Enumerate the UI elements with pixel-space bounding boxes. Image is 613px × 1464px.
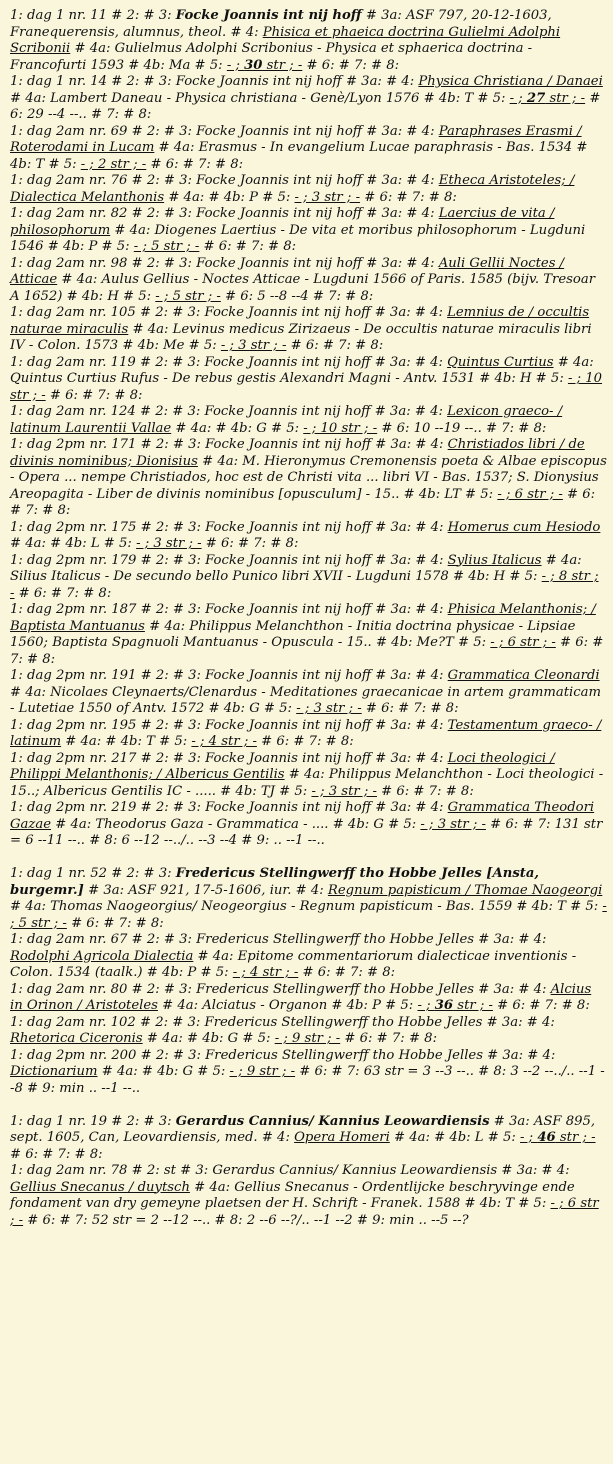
record-text: 1: dag 2am nr. 69 # 2: # 3: Focke Joannis int nij hoff # 3a: # 4: [10, 123, 439, 139]
record-text: # 4a: # 4b: L # 5: [10, 536, 137, 551]
record-entry [10, 437, 607, 520]
record-text: # 6: # 7: # 8: [492, 998, 590, 1013]
record-text: 1: dag 2am nr. 76 # 2: # 3: Focke Joannis int nij hoff # 3a: # 4: [10, 173, 439, 188]
title-text: Lexicon graeco- / latinum Laurentii Vallae [10, 404, 563, 436]
record-text: # 3a: ASF 797, 20-12-1603, Franequerensis, alumnus, theol. # 4: [10, 8, 552, 40]
title-text: - ; [520, 1130, 538, 1145]
title-text: Alcius in Orinon / Aristoteles [10, 981, 592, 1013]
title-text: Phisica Melanthonis; / Baptista Mantuanus [10, 602, 596, 634]
emphasized-count: 36 [434, 998, 454, 1013]
record-text: # 4a: # 4b: G # 5: [171, 420, 304, 436]
title-text: Rodolphi Agricola Dialectia [10, 948, 194, 964]
record-entry [10, 982, 607, 1015]
record-text: # 6: # 7: # 8: [10, 635, 604, 667]
title-text: - ; 10 str ; - [10, 371, 603, 403]
title-text: - ; 2 str ; - [80, 156, 147, 172]
title-text: Quintus Curtius [447, 354, 554, 370]
record-text: # 4a: Gulielmus Adolphi Scribonius - Physica et sphaerica doctrina - Francofurti 1593 # 4b: Ma # 5: [10, 41, 533, 73]
title-text: - ; 8 str ; - [10, 569, 599, 601]
record-text: # 4a: Gellius Snecanus - Ordentlijcke beschryvinge ende fondament van dry gemeyne plaetsen der H. Schrift - Franek. 1588 # 4b: T # 5: [10, 1179, 575, 1211]
record-text: # 3a: ASF 895, sept. 1605, Can, Leovardiensis, med. # 4: [10, 1113, 596, 1145]
record-text: 1: dag 2pm nr. 191 # 2: # 3: Focke Joannis int nij hoff # 3a: # 4: [10, 668, 448, 683]
title-text: Christiados libri / de divinis nominibus; Dionisius [10, 437, 585, 469]
title-text: Paraphrases Erasmi / Roterodami in Lucam [10, 123, 582, 155]
record-entry [10, 668, 607, 718]
record-text: # 6: # 7: # 8: [201, 536, 299, 551]
record-text: # 4a: Lambert Daneau - Physica christiana - Genè/Lyon 1576 # 4b: T # 5: [10, 90, 510, 106]
title-text: Dictionarium [10, 1064, 98, 1079]
title-text: - ; 9 str ; - [229, 1064, 296, 1079]
record-text: 1: dag 2am nr. 67 # 2: # 3: Fredericus Stellingwerff tho Hobbe Jelles # 3a: # 4: [10, 932, 547, 947]
record-entry [10, 751, 607, 801]
owner-name: Fredericus Stellingwerff tho Hobbe Jelles [Ansta, burgemr.] [10, 866, 540, 898]
title-text: str ; - [262, 57, 303, 73]
emphasized-count: 27 [526, 90, 546, 106]
record-text: # 6: # 7: # 8: [199, 239, 297, 254]
record-text: 1: dag 2pm nr. 200 # 2: # 3: Fredericus Stellingwerff tho Hobbe Jelles # 3a: # 4: [10, 1047, 556, 1063]
record-text: 1: dag 2pm nr. 175 # 2: # 3: Focke Joannis int nij hoff # 3a: # 4: [10, 519, 448, 535]
record-entry [10, 602, 607, 668]
record-text: # 4a: Silius Italicus - De secundo bello Punico libri XVII - Lugduni 1578 # 4b: H # 5: [10, 552, 582, 584]
title-text: Auli Gellii Noctes / Atticae [10, 255, 565, 287]
title-text: Phisica et phaeica doctrina Gulielmi Adolphi Scribonii [10, 24, 561, 56]
title-text: - ; 5 str ; - [133, 239, 200, 254]
record-text: # 3a: ASF 921, 17-5-1606, iur. # 4: [83, 882, 328, 898]
record-text: # 4a: Erasmus - In evangelium Lucae paraphrasis - Bas. 1534 # 4b: T # 5: [10, 140, 588, 172]
record-text: # 4a: # 4b: T # 5: [61, 734, 192, 749]
record-entry [10, 520, 607, 553]
record-text: 1: dag 2pm nr. 171 # 2: # 3: Focke Joannis int nij hoff # 3a: # 4: [10, 437, 448, 452]
record-entry [10, 718, 607, 751]
record-entry [10, 124, 607, 174]
record-text: # 6: # 7: # 8: [66, 915, 164, 931]
record-text: # 4a: Thomas Naogeorgius/ Neogeorgius - Regnum papisticum - Bas. 1559 # 4b: T # 5: [10, 899, 603, 914]
record-text: # 4a: # 4b: G # 5: [142, 1031, 275, 1046]
record-text: # 4a: Diogenes Laertius - De vita et moribus philosophorum - Lugduni 1546 # 4b: P # 5: [10, 222, 586, 254]
record-text: # 6: # 7: # 8: [302, 57, 400, 73]
record-text: 1: dag 2am nr. 102 # 2: # 3: Fredericus Stellingwerff tho Hobbe Jelles # 3a: # 4: [10, 1014, 555, 1030]
owner-name: Focke Joannis int nij hoff [175, 8, 362, 23]
record-text: # 6: # 7: # 8: [14, 585, 112, 601]
title-text: - ; 6 str ; - [10, 1196, 599, 1228]
title-text: - ; 3 str ; - [296, 701, 362, 716]
title-text: str ; - [555, 1130, 596, 1145]
record-text: # 6: # 7: # 8: [286, 338, 384, 353]
record-text: # 4a: # 4b: L # 5: [389, 1130, 521, 1145]
record-entry [10, 1114, 607, 1164]
emphasized-count: 46 [537, 1130, 556, 1145]
emphasized-count: 30 [244, 57, 263, 73]
title-text: Opera Homeri [294, 1130, 390, 1145]
record-text: 1: dag 2am nr. 105 # 2: # 3: Focke Joannis int nij hoff # 3a: # 4: [10, 305, 448, 320]
record-text: 1: dag 1 nr. 52 # 2: # 3: [10, 866, 176, 881]
record-text: 1: dag 1 nr. 14 # 2: # 3: Focke Joannis int nij hoff # 3a: # 4: [10, 74, 419, 89]
record-text: 1: dag 1 nr. 11 # 2: # 3: [10, 8, 176, 23]
title-text: - ; 4 str ; - [232, 965, 299, 980]
title-text: Grammatica Theodori Gazae [10, 800, 595, 832]
record-entry [10, 404, 607, 437]
title-text: - ; 4 str ; - [191, 734, 257, 749]
record-text: 1: dag 2pm nr. 219 # 2: # 3: Focke Joannis int nij hoff # 3a: # 4: [10, 800, 448, 815]
record-text: # 6: # 7: # 8: [298, 965, 396, 980]
record-text: # 6: # 7: # 8: [340, 1031, 438, 1046]
title-text: - ; 3 str ; - [311, 783, 377, 799]
title-text: str ; - [545, 90, 586, 106]
record-text: 1: dag 2am nr. 124 # 2: # 3: Focke Joannis int nij hoff # 3a: # 4: [10, 404, 448, 419]
title-text: - ; 5 str ; - [10, 899, 607, 931]
title-text: - ; 3 str ; - [420, 816, 486, 832]
record-entry [10, 74, 607, 124]
section-gap [10, 1097, 607, 1114]
title-text: Sylius Italicus [447, 552, 542, 568]
title-text: - ; 3 str ; - [136, 536, 202, 551]
record-text: 1: dag 2pm nr. 195 # 2: # 3: Focke Joannis int nij hoff # 3a: # 4: [10, 717, 448, 733]
record-entry [10, 1015, 607, 1048]
title-text: - ; 5 str ; - [155, 288, 221, 304]
record-text: # 4a: Philippus Melanchthon - Initia doctrina physicae - Lipsiae 1560; Baptista Spagnuoli Mantuanus - Opuscula - 15.. # 4b: Me?T # 5: [10, 618, 576, 650]
record-text: # 6: # 7: # 8: [256, 734, 354, 749]
record-entry [10, 932, 607, 982]
section-gap [10, 850, 607, 867]
record-text: # 6: # 7: # 8: [360, 189, 457, 205]
title-text: Rhetorica Ciceronis [10, 1031, 143, 1046]
record-text: # 4a: Levinus medicus Zirizaeus - De occultis naturae miraculis libri IV - Colon. 1573 # 4b: Me # 5: [10, 321, 592, 353]
record-entry [10, 206, 607, 256]
record-text: # 4a: Alciatus - Organon # 4b: P # 5: [157, 998, 418, 1013]
record-text: # 6: # 7: # 8: [45, 387, 143, 403]
record-entry [10, 8, 607, 74]
record-text: 1: dag 2am nr. 98 # 2: # 3: Focke Joannis int nij hoff # 3a: # 4: [10, 255, 439, 271]
record-text: # 6: 5 --8 --4 # 7: # 8: [220, 288, 374, 304]
record-text: 1: dag 2pm nr. 187 # 2: # 3: Focke Joannis int nij hoff # 3a: # 4: [10, 602, 448, 617]
record-text: # 6: 10 --19 --.. # 7: # 8: [377, 420, 547, 436]
title-text: Grammatica Cleonardi [447, 668, 600, 683]
title-text: - ; [226, 57, 245, 73]
record-text: # 6: # 7: # 8: [10, 1146, 103, 1162]
title-text: - ; 6 str ; - [490, 635, 556, 650]
record-text: # 4a: # 4b: G # 5: [97, 1064, 230, 1079]
record-entry [10, 866, 607, 932]
record-text: # 4a: Nicolaes Cleynaerts/Clenardus - Meditationes graecanicae in artem grammaticam - Lutetiae 1550 of Antv. 1572 # 4b: G # 5: [10, 684, 601, 716]
title-text: - ; 3 str ; - [294, 189, 361, 205]
record-entry [10, 305, 607, 355]
title-text: Etheca Aristoteles; / Dialectica Melanthonis [10, 173, 575, 205]
record-text: # 6: # 7: # 8: [376, 783, 474, 799]
record-text: # 4a: Aulus Gellius - Noctes Atticae - Lugduni 1566 of Paris. 1585 (bijv. Tresoar A 1652) # 4b: H # 5: [10, 272, 596, 304]
record-text: # 4a: # 4b: P # 5: [164, 189, 295, 205]
record-text: 1: dag 2pm nr. 179 # 2: # 3: Focke Joannis int nij hoff # 3a: # 4: [10, 552, 448, 568]
title-text: Lemnius de / occultis naturae miraculis [10, 305, 590, 337]
record-entry [10, 800, 607, 850]
record-text: # 6: 29 --4 --.. # 7: # 8: [10, 90, 601, 122]
title-text: - ; 3 str ; - [220, 338, 287, 353]
title-text: - ; [509, 90, 527, 106]
record-text: 1: dag 2am nr. 80 # 2: # 3: Fredericus Stellingwerff tho Hobbe Jelles # 3a: # 4: [10, 981, 551, 997]
title-text: - ; 6 str ; - [497, 486, 563, 502]
record-entry [10, 256, 607, 306]
record-text: # 6: # 7: # 8: [146, 156, 244, 172]
record-text: # 4a: M. Hieronymus Cremonensis poeta & Albae episcopus - Opera ... nempe Christiados, hoc est de Christi vita ... libri VI - Bas. 1537; S. Dionysius Areopagita - Liber de divinis nominibus [opusculum] - 15.. # 4b: LT # 5: [10, 453, 607, 502]
record-text: # 6: # 7: # 8: [10, 486, 596, 518]
title-text: Testamentum graeco- / latinum [10, 717, 602, 749]
record-text: # 6: # 7: # 8: [361, 701, 459, 716]
record-entry [10, 173, 607, 206]
title-text: - ; [417, 998, 435, 1013]
record-entry [10, 1163, 607, 1229]
title-text: - ; 9 str ; - [274, 1031, 341, 1046]
record-text: # 4a: Philippus Melanchthon - Loci theologici - 15..; Albericus Gentilis IC - ..... # 4b: TJ # 5: [10, 767, 604, 799]
title-text: Loci theologici / Philippi Melanthonis; / Albericus Gentilis [10, 750, 555, 782]
record-text: # 4a: Theodorus Gaza - Grammatica - .... # 4b: G # 5: [51, 816, 421, 832]
record-text: 1: dag 2am nr. 78 # 2: st # 3: Gerardus Cannius/ Kannius Leowardiensis # 3a: # 4: [10, 1163, 570, 1178]
title-text: Laercius de vita / philosophorum [10, 206, 555, 238]
record-entry [10, 1048, 607, 1098]
record-text: 1: dag 2am nr. 82 # 2: # 3: Focke Joannis int nij hoff # 3a: # 4: [10, 206, 439, 221]
record-text: # 4a: Quintus Curtius Rufus - De rebus gestis Alexandri Magni - Antv. 1531 # 4b: H # 5: [10, 354, 594, 386]
record-text: 1: dag 1 nr. 19 # 2: # 3: [10, 1113, 176, 1129]
record-entry [10, 355, 607, 405]
title-text: str ; - [453, 998, 493, 1013]
owner-name: Gerardus Cannius/ Kannius Leowardiensis [175, 1113, 490, 1129]
title-text: Physica Christiana / Danaei [418, 74, 603, 89]
title-text: Gellius Snecanus / duytsch [10, 1179, 190, 1195]
record-text: 1: dag 2am nr. 119 # 2: # 3: Focke Joannis int nij hoff # 3a: # 4: [10, 354, 448, 370]
record-entry [10, 553, 607, 603]
record-text: 1: dag 2pm nr. 217 # 2: # 3: Focke Joannis int nij hoff # 3a: # 4: [10, 750, 448, 766]
title-text: Homerus cum Hesiodo [447, 519, 601, 535]
record-text: # 6: # 7: 52 str = 2 --12 --.. # 8: 2 --6 --?/.. --1 --2 # 9: min .. --5 --? [23, 1212, 469, 1228]
record-text: # 6: # 7: 131 str = 6 --11 --.. # 8: 6 --12 --../.. --3 --4 # 9: .. --1 --.. [10, 816, 603, 848]
record-text: # 6: # 7: 63 str = 3 --3 --.. # 8: 3 --2 --../.. --1 --8 # 9: min .. --1 --.. [10, 1064, 605, 1096]
title-text: - ; 10 str ; - [303, 420, 378, 436]
title-text: Regnum papisticum / Thomae Naogeorgi [327, 882, 603, 898]
record-text: # 4a: Epitome commentariorum dialecticae inventionis - Colon. 1534 (taalk.) # 4b: P # 5: [10, 948, 577, 980]
